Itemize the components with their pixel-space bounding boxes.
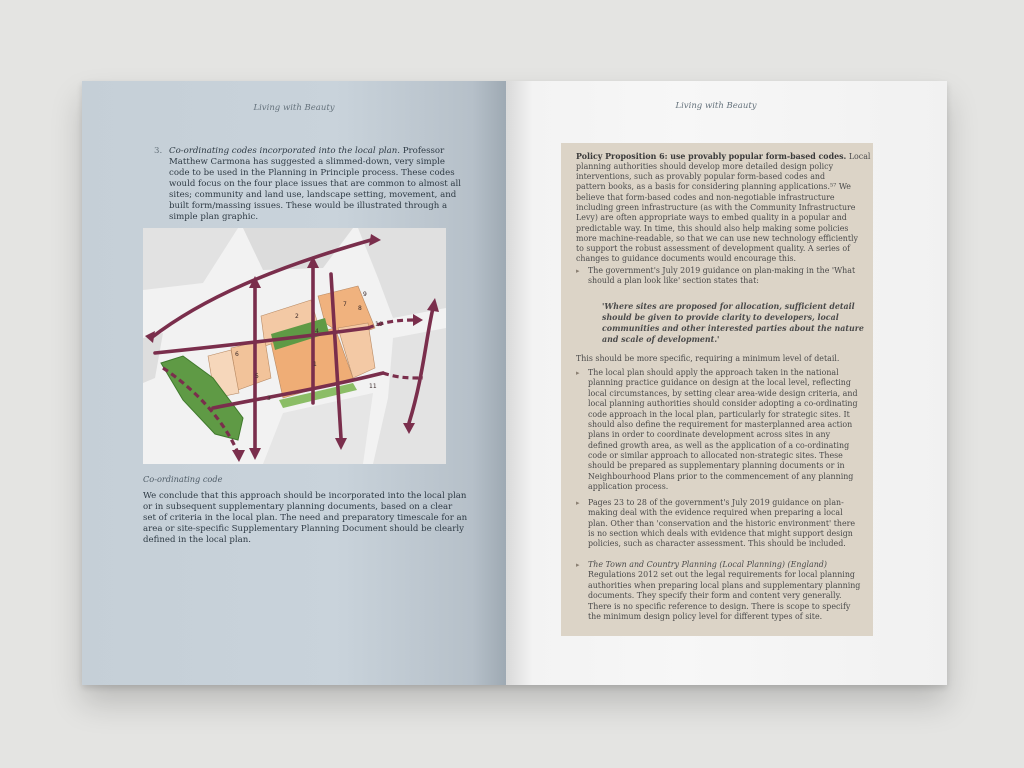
policy-line: Local <box>848 152 871 161</box>
policy-line: interventions, such as provably popular form-based codes and <box>576 172 826 181</box>
bullet4-line: Regulations 2012 set out the legal requirements for local planning <box>588 570 855 579</box>
bullet3-line: plan. Other than 'conservation and the historic environment' there <box>588 519 856 528</box>
item-line: sites; community and land use, landscape setting, movement, and <box>169 190 457 200</box>
bullet4-line: The Town and Country Planning (Local Planning) (England) <box>588 560 827 569</box>
item-line: code to be used in the Planning in Principle process. These codes <box>169 168 455 178</box>
policy-heading: Policy Proposition 6: use provably popular form-based codes. <box>576 152 847 161</box>
bullet4-line: authorities when preparing local plans and supplementary planning <box>588 581 861 590</box>
bullet1-line: The government's July 2019 guidance on plan-making in the 'What <box>588 266 856 275</box>
item-first-line <box>169 146 444 157</box>
map-caption: Co-ordinating code <box>143 474 223 484</box>
bullet2-line: application process. <box>588 482 669 491</box>
item-number: 3. <box>154 146 163 156</box>
bullet4-line: There is no specific reference to design. There is scope to specify <box>588 602 851 611</box>
bullet-arrow-icon: ▸ <box>576 369 580 377</box>
item-title: Co-ordinating codes incorporated into the local plan. <box>169 146 401 156</box>
bullet-arrow-icon: ▸ <box>576 499 580 507</box>
map-svg <box>143 228 446 464</box>
bullet2-line: plans in order to coordinate development across sites in any <box>588 430 831 439</box>
bullet-arrow-icon: ▸ <box>576 561 580 569</box>
policy-line: believe that form-based codes and non-negotiable infrastructure <box>576 193 835 202</box>
bullet3-line: policies, such as character assessment. This should be included. <box>588 539 846 548</box>
map-label-6: 6 <box>235 351 239 358</box>
map-label-1: 1 <box>313 361 317 368</box>
bullet3-line: is no section which deals with evidence that might support design <box>588 529 853 538</box>
bullet2-line: code approach in the local plan, particularly for strategic sites. It <box>588 410 850 419</box>
item-line: simple plan graphic. <box>169 212 259 222</box>
item-first-line-rest: Professor <box>402 146 445 156</box>
policy-line: predictable way. In time, this should also help making some policies <box>576 224 849 233</box>
bullet2-line: local planning authorities should consider adopting a co-ordinating <box>588 399 858 408</box>
left-running-head: Living with Beauty <box>253 103 335 113</box>
map-label-7: 7 <box>343 301 347 308</box>
quote-line: 'Where sites are proposed for allocation, sufficient detail <box>602 302 855 311</box>
policy-line: to support the robust assessment of development quality. A series of <box>576 244 851 253</box>
bullet2-line: defined growth area, as well as the application of a co-ordinating <box>588 441 850 450</box>
bullet4-line: documents. They specify their form and content very generally. <box>588 591 842 600</box>
map-label-4: 4 <box>315 328 319 335</box>
bullet2-line: The local plan should apply the approach taken in the national <box>588 368 839 377</box>
quote-line: should be given to provide clarity to developers, local <box>602 313 839 322</box>
body-line: area or site-specific Supplementary Planning Document should be clearly <box>143 524 464 534</box>
policy-line: changes to guidance documents would encourage this. <box>576 254 797 263</box>
bullet2-line: local circumstances, by setting clear area-wide design criteria, and <box>588 389 858 398</box>
coordinating-code-map <box>143 228 446 464</box>
item-line: Matthew Carmona has suggested a slimmed-down, very simple <box>169 157 445 167</box>
bullet2-line: code or similar approach to allocated non-strategic sites. These <box>588 451 843 460</box>
bullet1-line: should a plan look like' section states that: <box>588 276 759 285</box>
policy-line: Levy) are often appropriate ways to embed quality in a popular and <box>576 213 847 222</box>
map-label-11: 11 <box>369 383 377 390</box>
bullet3-line: making deal with the evidence required when preparing a local <box>588 508 843 517</box>
item-line: would focus on the four place issues that are common to almost all <box>169 179 462 189</box>
map-label-8: 8 <box>358 305 362 312</box>
policy-line: including green infrastructure (as with the Community Infrastructure <box>576 203 856 212</box>
right-running-head: Living with Beauty <box>675 101 757 111</box>
bullet3-line: Pages 23 to 28 of the government's July 2019 guidance on plan- <box>588 498 844 507</box>
map-label-9: 9 <box>363 291 367 298</box>
map-label-2: 2 <box>295 313 299 320</box>
bullet2-line: planning practice guidance on design at the local level, reflecting <box>588 378 851 387</box>
body-line: We conclude that this approach should be incorporated into the local plan <box>143 491 467 501</box>
quote-line: communities and other interested parties about the nature <box>602 324 864 333</box>
policy-first-line <box>576 152 870 162</box>
policy-line: planning authorities should develop more detailed design policy <box>576 162 834 171</box>
policy-line: pattern books, as a basis for considering planning applications.⁵⁷ We <box>576 182 851 191</box>
after-quote: This should be more specific, requiring a minimum level of detail. <box>576 354 840 363</box>
bullet4-line: the minimum design policy level for different types of site. <box>588 612 823 621</box>
map-label-3: 3 <box>267 395 271 402</box>
policy-line: more machine-readable, so that we can use new technology efficiently <box>576 234 858 243</box>
bullet2-line: Neighbourhood Plans prior to the commencement of any planning <box>588 472 854 481</box>
bullet2-line: should also define the requirement for masterplanned area action <box>588 420 853 429</box>
body-line: defined in the local plan. <box>143 535 251 545</box>
body-line: or in subsequent supplementary planning documents, based on a clear <box>143 502 453 512</box>
map-label-5: 5 <box>255 373 259 380</box>
item-line: built form/massing issues. These would be illustrated through a <box>169 201 448 211</box>
map-label-10: 10 <box>375 321 383 328</box>
bullet-arrow-icon: ▸ <box>576 267 580 275</box>
body-line: set of criteria in the local plan. The need and preparatory timescale for an <box>143 513 468 523</box>
quote-line: and scale of development.' <box>602 335 720 344</box>
bullet2-line: should be prepared as supplementary planning documents or in <box>588 461 845 470</box>
